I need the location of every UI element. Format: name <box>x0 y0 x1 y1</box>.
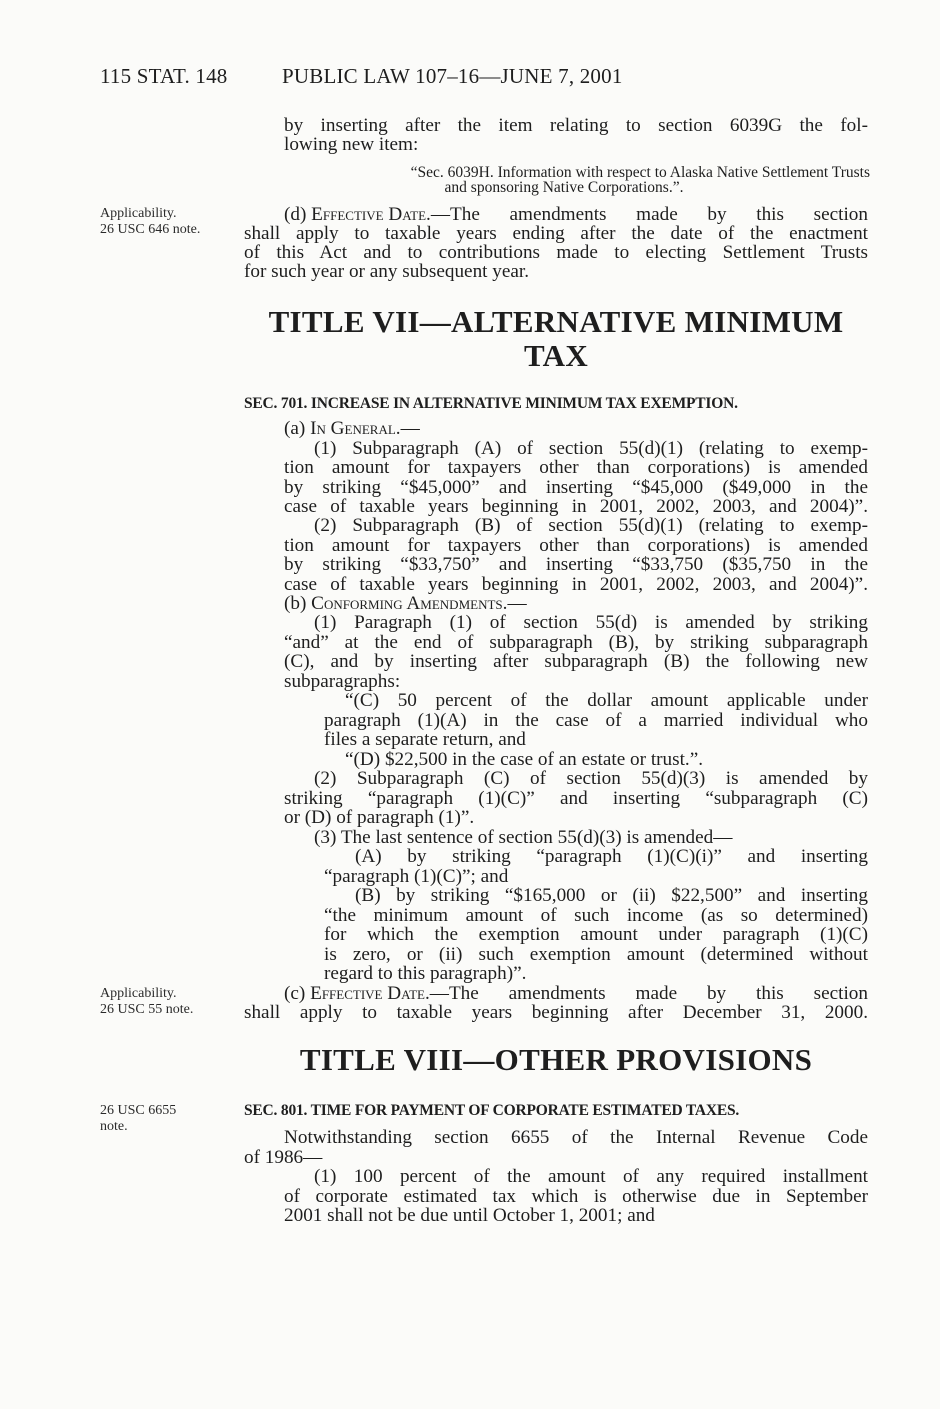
body-line: tion amount for taxpayers other than corporations) is amended <box>284 457 868 478</box>
section-801-heading: SEC. 801. TIME FOR PAYMENT OF CORPORATE ESTIMATED TAXES. <box>244 1102 740 1119</box>
effective-date-c <box>284 984 868 1004</box>
body-line: files a separate return, and <box>324 729 526 750</box>
heading: Effective Date <box>311 204 427 225</box>
margin-note-applicability: Applicability. <box>100 206 177 221</box>
page-reference: 115 STAT. 148 <box>100 64 228 88</box>
body-line: for such year or any subsequent year. <box>244 261 530 282</box>
body-line: regard to this paragraph)”. <box>324 963 527 984</box>
body-line: (1) Paragraph (1) of section 55(d) is amended by striking <box>314 612 868 633</box>
body-line: or (D) of paragraph (1)”. <box>284 807 475 828</box>
label: (c) <box>284 983 311 1004</box>
label: (b) <box>284 593 312 614</box>
body-line: (C), and by inserting after subparagraph (B) the following new <box>284 651 868 672</box>
body-line: by inserting after the item relating to section 6039G the fol- <box>284 115 868 136</box>
title-line: TAX <box>523 338 589 373</box>
text: .—The amendments made by this section <box>426 204 868 225</box>
quoted-item: and sponsoring Native Corporations.”. <box>444 179 684 196</box>
title-line: TITLE VIII—OTHER PROVISIONS <box>299 1042 813 1077</box>
margin-note-applicability: Applicability. <box>100 986 177 1001</box>
text: .—The amendments made by this section <box>424 983 868 1004</box>
body-line: paragraph (1)(A) in the case of a married individual who <box>324 710 868 731</box>
label: (a) <box>284 418 311 439</box>
body-line: “paragraph (1)(C)”; and <box>324 866 509 887</box>
body-line: (A) by striking “paragraph (1)(C)(i)” and inserting <box>355 846 868 867</box>
effective-date-d <box>284 205 868 225</box>
body-line: is zero, or (ii) such exemption amount (determined without <box>324 944 868 965</box>
body-line: (1) 100 percent of the amount of any required installment <box>314 1166 868 1187</box>
heading: Conforming Amendments <box>311 593 503 614</box>
body-line: “(C) 50 percent of the dollar amount applicable under <box>345 690 868 711</box>
title-line: TITLE VII—ALTERNATIVE MINIMUM <box>268 304 844 339</box>
body-line: subparagraphs: <box>284 671 401 692</box>
body-line: “(D) $22,500 in the case of an estate or trust.”. <box>345 749 704 770</box>
heading: In General <box>310 418 396 439</box>
body-line: shall apply to taxable years ending after the date of the enactment <box>244 223 868 244</box>
dash: .— <box>502 593 527 614</box>
body-line: (3) The last sentence of section 55(d)(3) is amended— <box>314 827 733 848</box>
margin-note-note: note. <box>100 1119 128 1134</box>
body-line: case of taxable years beginning in 2001, 2002, 2003, and 2004)”. <box>284 496 868 517</box>
dash: .— <box>395 418 420 439</box>
body-line: tion amount for taxpayers other than corporations) is amended <box>284 535 868 556</box>
body-line: (1) Subparagraph (A) of section 55(d)(1) (relating to exemp- <box>314 438 868 459</box>
running-title: PUBLIC LAW 107–16—JUNE 7, 2001 <box>282 64 623 88</box>
body-line: Notwithstanding section 6655 of the Internal Revenue Code <box>284 1127 868 1148</box>
section-701-heading: SEC. 701. INCREASE IN ALTERNATIVE MINIMUM TAX EXEMPTION. <box>244 395 738 412</box>
body-line: striking “paragraph (1)(C)” and inserting “subparagraph (C) <box>284 788 868 809</box>
body-line: (B) by striking “$165,000 or (ii) $22,500” and inserting <box>355 885 868 906</box>
body-line: (2) Subparagraph (C) of section 55(d)(3) is amended by <box>314 768 868 789</box>
body-line: shall apply to taxable years beginning after December 31, 2000. <box>244 1002 868 1023</box>
margin-note-usc: 26 USC 646 note. <box>100 222 201 237</box>
body-line: (2) Subparagraph (B) of section 55(d)(1) (relating to exemp- <box>314 515 868 536</box>
margin-note-usc: 26 USC 6655 <box>100 1103 177 1118</box>
body-line: of 1986— <box>244 1147 323 1168</box>
subsection-a-heading <box>284 419 420 439</box>
label: (d) <box>284 204 312 225</box>
body-line: “and” at the end of subparagraph (B), by striking subparagraph <box>284 632 868 653</box>
body-line: lowing new item: <box>284 134 419 155</box>
quoted-item: “Sec. 6039H. Information with respect to Alaska Native Settlement Trusts <box>410 164 870 181</box>
margin-note-usc: 26 USC 55 note. <box>100 1002 194 1017</box>
heading: Effective Date <box>310 983 425 1004</box>
body-line: of this Act and to contributions made to electing Settlement Trusts <box>244 242 868 263</box>
body-line: by striking “$33,750” and inserting “$33,750 ($35,750 in the <box>284 554 868 575</box>
body-line: for which the exemption amount under paragraph (1)(C) <box>324 924 868 945</box>
body-line: of corporate estimated tax which is otherwise due in September <box>284 1186 868 1207</box>
title-vii <box>244 305 868 373</box>
subsection-b-heading <box>284 594 527 614</box>
body-line: case of taxable years beginning in 2001, 2002, 2003, and 2004)”. <box>284 574 868 595</box>
body-line: by striking “$45,000” and inserting “$45,000 ($49,000 in the <box>284 477 868 498</box>
body-line: 2001 shall not be due until October 1, 2001; and <box>284 1205 655 1226</box>
body-line: “the minimum amount of such income (as so determined) <box>324 905 868 926</box>
title-viii <box>244 1043 868 1077</box>
